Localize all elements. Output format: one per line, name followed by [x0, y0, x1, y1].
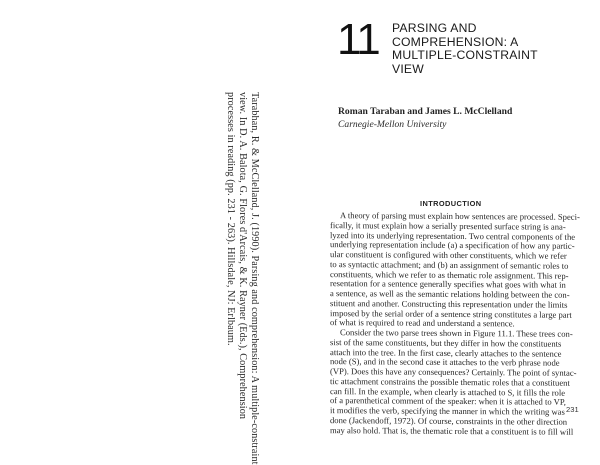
body-line: lyzed into its underlying representation. Two central components of the	[330, 229, 576, 242]
chapter-title-line: VIEW	[392, 61, 424, 76]
body-line: it modifies the verb, specifying the manner in which the writing was	[330, 405, 565, 417]
body-line: can fill. In the example, when clearly is attached to S, it fills the role	[330, 385, 566, 398]
body-line: attach into the tree. In the first case, clearly attaches to the sentence	[330, 346, 562, 359]
body-line: Consider the two parse trees shown in Figure 11.1. These trees con-	[340, 327, 573, 339]
body-line: underlying representation include (a) a specification of how any partic-	[330, 239, 575, 252]
body-line: constituents, which we refer to as thematic role assignment. This rep-	[330, 268, 569, 281]
body-line: imposed by the serial order of a sentence string constitutes a large part	[330, 307, 572, 320]
section-heading: INTRODUCTION	[420, 199, 482, 208]
page-number: 231	[566, 405, 579, 414]
body-line: (VP). Does this have any consequences? Certainly. The point of syntac-	[330, 366, 577, 378]
citation-line: Tarabhan, R. & McClelland, J. (1990). Parsing and comprehension: A multiple-constraint	[249, 92, 260, 465]
handwritten-citation	[76, 52, 260, 465]
body-line: node (S), and in the second case it attaches to the verb phrase node	[330, 356, 560, 368]
chapter-title	[392, 22, 538, 76]
citation-line: processes in reading (pp. 231 - 263). Hillsdale, NJ: Erlbaum.	[225, 92, 236, 346]
body-line: ular constituent is configured with other constituents, which we refer	[330, 249, 567, 261]
body-line: sist of the same constituents, but they differ in how the constituents	[330, 336, 562, 349]
authors: Roman Taraban and James L. McClelland	[338, 106, 513, 117]
affiliation: Carnegie-Mellon University	[338, 119, 447, 130]
body-line: tic attachment constrains the possible thematic roles that a constituent	[330, 375, 570, 388]
chapter-number: 11	[337, 15, 379, 64]
body-text	[330, 211, 592, 437]
chapter-title-line: PARSING AND	[392, 21, 477, 35]
body-line: to as syntactic attachment; and (b) an assignment of semantic roles to	[330, 258, 569, 271]
chapter-title-line: COMPREHENSION: A	[392, 34, 519, 49]
body-line: fically, it must explain how a serially presented surface string is ana-	[330, 219, 566, 232]
body-line: A theory of parsing must explain how sentences are processed. Speci-	[340, 210, 580, 222]
body-line: of a parenthetical comment of the speaker: when it is attached to VP,	[330, 395, 566, 407]
body-line: a sentence, as well as the semantic relations holding between the con-	[330, 288, 570, 300]
body-line: resentation for a sentence generally specifies what goes with what in	[330, 278, 566, 290]
citation-text	[224, 92, 260, 465]
body-line: may also hold. That is, the thematic role that a constituent is to fill will	[330, 424, 574, 437]
chapter-title-line: MULTIPLE-CONSTRAINT	[392, 48, 538, 62]
body-line: done (Jackendoff, 1972). Of course, constraints in the other direction	[330, 414, 568, 427]
body-line: stituent and another. Constructing this representation under the limits	[330, 297, 568, 310]
citation-line: view. In D. A. Balota, G. Flores d'Arcais, & K. Rayner (Eds.), Comprehension	[237, 92, 248, 420]
body-line: of what is required to read and understand a sentence.	[330, 317, 515, 329]
